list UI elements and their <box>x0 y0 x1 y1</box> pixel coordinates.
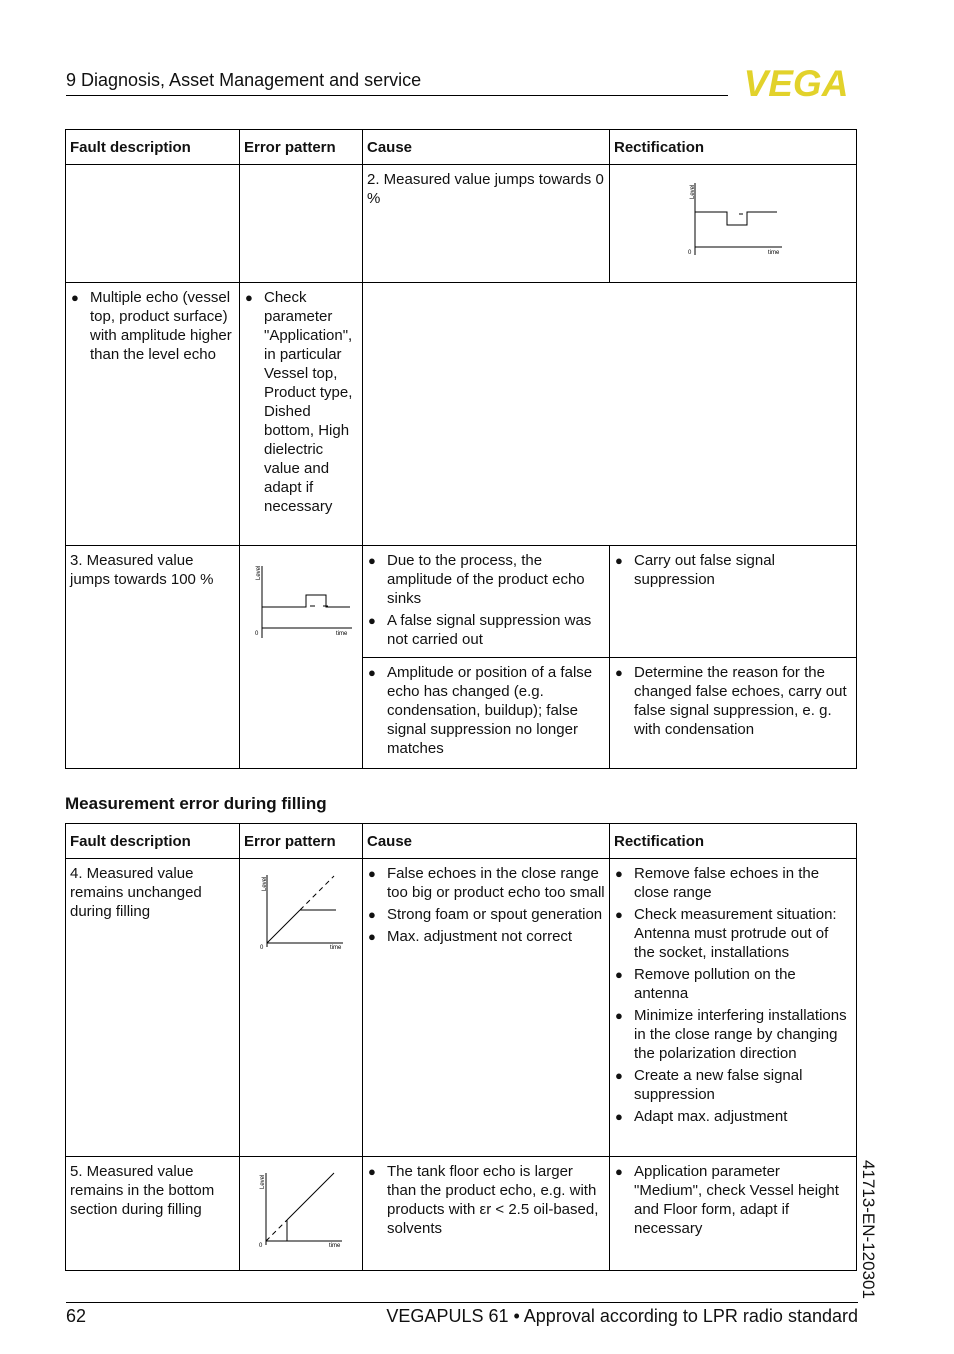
bullet-item: ● Multiple echo (vessel top, product surface) with amplitude higher than the level echo <box>70 288 235 364</box>
col-cause: Cause <box>363 824 610 859</box>
col-fault-description: Fault description <box>66 824 240 859</box>
table-cell <box>610 658 857 769</box>
page-number: 62 <box>66 1306 87 1326</box>
bullet-item: ● False echoes in the close range too big or product echo too small <box>367 864 605 902</box>
graph-origin: 0 <box>688 250 692 256</box>
bullet-item: ● Create a new false signal suppression <box>614 1066 852 1104</box>
graph-jump-to-hundred <box>240 546 362 638</box>
rectification-list <box>614 1162 852 1238</box>
table-cell <box>610 546 857 658</box>
graph-ylabel: Level <box>256 565 262 580</box>
graph-value-bottom <box>240 1157 362 1257</box>
graph-origin: 0 <box>255 631 259 637</box>
bullet-item: ● Application parameter "Medium", check Vessel height and Floor form, adapt if necessary <box>614 1162 852 1238</box>
bullet-item: ● The tank floor echo is larger than the product echo, e.g. with products with εr < 2.5 oil-based, solvents <box>367 1162 605 1238</box>
table-cell <box>240 1157 363 1271</box>
table-cell <box>610 859 857 1157</box>
table-cell <box>66 165 240 283</box>
table-cell <box>363 859 610 1157</box>
table-row <box>66 283 857 546</box>
graph-xlabel: time <box>330 945 342 951</box>
fault-table-1 <box>65 129 857 769</box>
footer-rule <box>66 1302 858 1303</box>
table-row <box>66 546 857 658</box>
fault-text: 3. Measured value jumps towards 100 % <box>70 552 214 588</box>
bullet-item: ● Amplitude or position of a false echo has changed (e.g. condensation, buildup); false signal suppression no longer matches <box>367 663 605 758</box>
bullet-item: ● Check parameter "Application", in particular Vessel top, Product type, Dished bottom, High dielectric value and adapt if necessary <box>244 288 358 516</box>
table-row <box>66 1157 857 1271</box>
col-cause: Cause <box>363 130 610 165</box>
cause-list <box>367 864 605 946</box>
bullet-item: ● Strong foam or spout generation <box>367 905 605 924</box>
bullet-item: ● Determine the reason for the changed false echoes, carry out false signal suppression, e. g. with condensation <box>614 663 852 739</box>
col-rectification: Rectification <box>610 130 857 165</box>
col-error-pattern: Error pattern <box>240 130 363 165</box>
cause-list <box>367 663 605 758</box>
fault-text: 5. Measured value remains in the bottom section during filling <box>70 1163 215 1218</box>
fault-table-2 <box>65 823 857 1271</box>
rectification-list <box>614 663 852 739</box>
col-error-pattern: Error pattern <box>240 824 363 859</box>
graph-origin: 0 <box>259 1243 263 1249</box>
graph-ylabel: Level <box>262 876 268 891</box>
cause-text: 2. Measured value jumps towards 0 % <box>367 171 604 207</box>
table-cell <box>66 546 240 769</box>
document-code: 41713-EN-120301 <box>859 1160 878 1299</box>
bullet-item: ● Check measurement situation: Antenna must protrude out of the socket, installations <box>614 905 852 962</box>
fault-text: 4. Measured value remains unchanged during filling <box>70 865 202 920</box>
graph-xlabel: time <box>329 1243 341 1249</box>
table-row <box>66 165 857 283</box>
bullet-item: ● Remove pollution on the antenna <box>614 965 852 1003</box>
cause-list <box>367 1162 605 1238</box>
bullet-item: ● Carry out false signal suppression <box>614 551 852 589</box>
fault-list <box>70 288 235 364</box>
section-heading: Measurement error during filling <box>65 794 327 813</box>
graph-xlabel: time <box>336 631 348 637</box>
graph-origin: 0 <box>260 945 264 951</box>
table-header-row <box>66 824 857 859</box>
graph-value-unchanged <box>240 859 362 959</box>
bullet-item: ● Remove false echoes in the close range <box>614 864 852 902</box>
col-rectification: Rectification <box>610 824 857 859</box>
vega-logo <box>734 66 858 98</box>
pattern-list <box>244 288 358 516</box>
bullet-item: ● Due to the process, the amplitude of the product echo sinks <box>367 551 605 608</box>
bullet-item: ● Minimize interfering installations in the close range by changing the polarization direction <box>614 1006 852 1063</box>
table-cell <box>240 859 363 1157</box>
table-cell <box>610 1157 857 1271</box>
header-rule <box>66 95 728 96</box>
table-cell <box>240 283 363 546</box>
chapter-title: 9 Diagnosis, Asset Management and service <box>66 70 422 90</box>
table-cell <box>66 1157 240 1271</box>
footer-title: VEGAPULS 61 • Approval according to LPR radio standard <box>386 1306 858 1326</box>
graph-ylabel: Level <box>690 184 696 199</box>
bullet-item: ● A false signal suppression was not carried out <box>367 611 605 649</box>
table-cell <box>363 283 857 546</box>
table-header-row <box>66 130 857 165</box>
rectification-list <box>614 864 852 1126</box>
svg-text:VEGA: VEGA <box>743 66 849 98</box>
table-row <box>66 859 857 1157</box>
table-cell <box>240 165 363 283</box>
table-cell <box>66 859 240 1157</box>
table-cell <box>610 165 857 283</box>
graph-jump-to-zero <box>610 165 850 277</box>
bullet-item: ● Max. adjustment not correct <box>367 927 605 946</box>
cause-list <box>367 551 605 649</box>
rectification-list <box>614 551 852 589</box>
table-cell <box>240 546 363 769</box>
table-cell <box>363 165 610 283</box>
graph-ylabel: Level <box>260 1174 266 1189</box>
col-fault-description: Fault description <box>66 130 240 165</box>
bullet-item: ● Adapt max. adjustment <box>614 1107 852 1126</box>
graph-xlabel: time <box>768 250 780 256</box>
table-cell <box>363 1157 610 1271</box>
table-cell <box>66 283 240 546</box>
table-cell <box>363 658 610 769</box>
table-cell <box>363 546 610 658</box>
